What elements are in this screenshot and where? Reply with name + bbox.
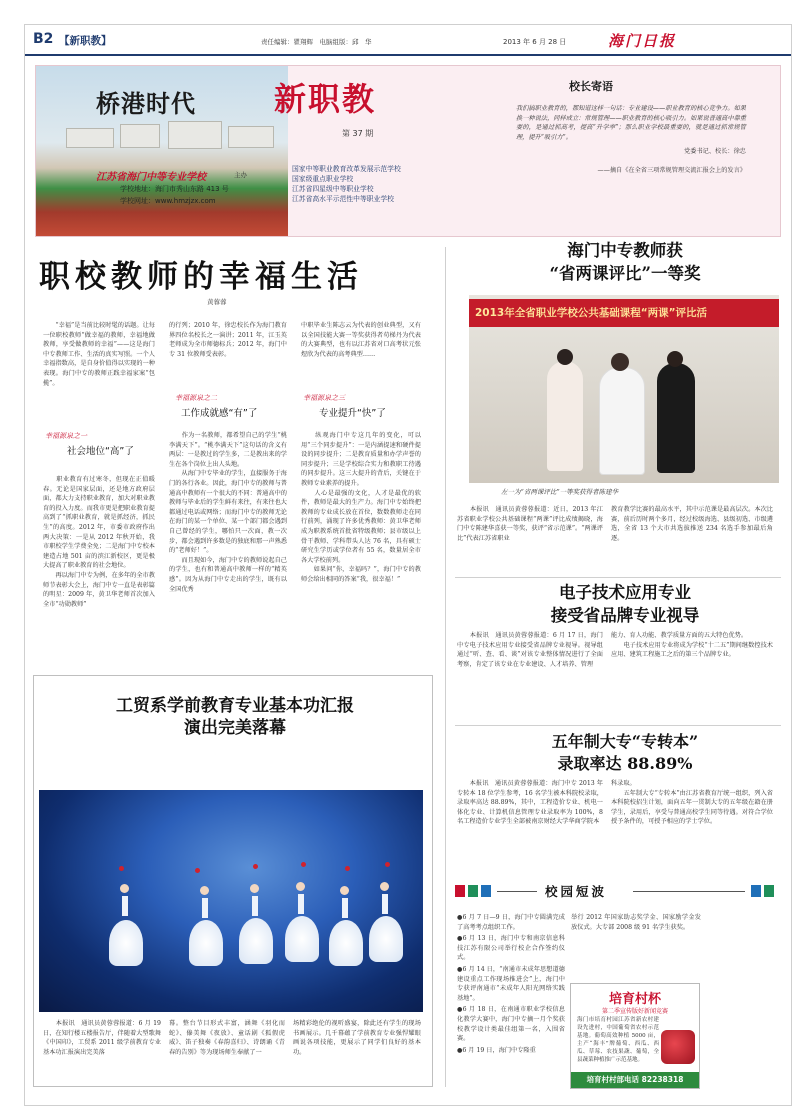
dancer-head bbox=[380, 882, 389, 891]
ad-brand: 培育村杯 bbox=[608, 992, 661, 1007]
rose-prop bbox=[195, 868, 200, 873]
dancer-head bbox=[120, 884, 129, 893]
article1-intro: “幸福”是当前比较时髦的话题。让每一位职校教师“做幸福的教师，幸福地做教师，享受做教师的幸福”——这是海门中专教师工作、生活的真实写照。一个人幸福指数高，是自身价值得以实现的一种表现。海门中专的教师正践幸福家案“包揽”。 bbox=[43, 322, 155, 387]
dancer-figure bbox=[369, 916, 403, 962]
article2-body: 本报讯 通讯员黄蓉蓉报道：近日，2013 年江苏省职业学校公共基础课程“两课”评比成绩揭晓，海门中专陈建华喜获一等奖，获评“省示范课”。“两课评比”代表江苏省职业 bbox=[457, 506, 603, 542]
article2-headline bbox=[465, 239, 785, 285]
shorts-item: ●6 月 13 日，海门中专和南京信息科技江苏有限公司举行校企合作签约仪式。 bbox=[457, 935, 565, 962]
award-person-head bbox=[557, 349, 573, 365]
shorts-item: ●6 月 18 日，在南通市职业学校信息化教学大赛中，海门中专摘一月个奖获校教学设计类最佳组第一名，入围省赛。 bbox=[457, 1006, 565, 1043]
award-photo bbox=[469, 295, 779, 483]
article5-body: 本报讯 通讯员黄蓉蓉报道：6 月 19 日，在知行楼五楼报告厅，伴随着大型歌舞《中国印》，工贸系 2011 级学前教育专业基本功汇报演出完美落 bbox=[43, 1020, 161, 1056]
article1-subhead: 工作成就感“有”了 bbox=[181, 408, 258, 419]
article1-body: 的行列；2010 年，徐忠校长作为海门教育界四位名校长之一演讲；2011 年，江玉英老师成为全市师德标兵；2012 年，海门中专 31 位教师受表彰。 bbox=[169, 322, 287, 358]
dancer-body bbox=[298, 894, 304, 914]
ad-phone: 培育村村部电话 82238318 bbox=[571, 1072, 699, 1088]
dancer-figure bbox=[239, 918, 273, 964]
article5-headline bbox=[55, 695, 415, 739]
dancer-figure bbox=[109, 920, 143, 966]
header-line bbox=[633, 891, 745, 892]
rose-prop bbox=[253, 864, 258, 869]
article1-subhead: 专业提升“快”了 bbox=[319, 408, 386, 419]
shorts-item: ●6 月 14 日，“南通市未成年思想道德建设重点工作现场推进会”上，海门中专获评南通市“未成年人阳光网络实践基地”。 bbox=[457, 965, 565, 1002]
article3-headline-line2: 接受省品牌专业视导 bbox=[550, 606, 700, 625]
header-rule bbox=[25, 54, 791, 56]
school-address: 学校地址：海门市秀山东路 413 号 bbox=[120, 185, 229, 193]
award-caption: 左一为“省两课评比”一等奖获得者陈建华 bbox=[501, 488, 619, 496]
honor-item: 江苏省高水平示范性中等职业学校 bbox=[292, 195, 394, 203]
strawberry-icon bbox=[661, 1030, 695, 1064]
article1-body: 纵观海门中专这几年的变化，可以用“三个同步提升”：一是内涵提速和硬件提设的同步提升；二是教育质量和办学声誉的同步提升；三是学校综合实力和教职工待遇的同步提升。这三大提升的背后，关键在于教师专业素养的提升。 人心是最强的文化，人才是最优的软件，教师是最大的生产力。海门中专始终把教师的专业成长放在首位，数数教师走在同行前列，涌现了许多优秀教师：黄卫华老师成为职教系统首批省特级教师；县市级以上骨干教师、学科带头人达 76 名，具有硕士研究生学历或学位者有 55 名，数量居全市各大学校前列。 如果问“你，幸福吗？”，海门中专的教师会给出相同的答案“我，很幸福！” bbox=[301, 432, 421, 583]
article3-headline-line1: 电子技术应用专业 bbox=[559, 583, 691, 602]
column-title-left: 桥港时代 bbox=[96, 89, 196, 118]
honor-item: 国家中等职业教育改革发展示范学校 bbox=[292, 165, 401, 173]
article1-body: 中职毕业生陈志云为代表的创业典型，又有以全国技能大赛一等奖获得者苟梯丹为代表的大赛典型，也有以江苏省对口高考状元张煜欣为代表的高考典型…… bbox=[301, 322, 421, 358]
principal-source: ——摘自《在全省三项常规管理交流汇报会上的发言》 bbox=[597, 167, 746, 174]
award-person-left bbox=[547, 361, 583, 471]
sponsor-ad bbox=[570, 983, 700, 1089]
award-person-head bbox=[667, 351, 683, 367]
article1-subhead-tag: 幸福源泉之二 bbox=[175, 394, 217, 402]
honors-list bbox=[292, 164, 502, 204]
dancer-body bbox=[202, 898, 208, 918]
article4-headline-line2: 录取率达 88.89% bbox=[557, 754, 693, 773]
article1-subhead: 社会地位“高”了 bbox=[67, 446, 134, 457]
award-person-head bbox=[611, 353, 629, 371]
dancer-head bbox=[200, 886, 209, 895]
award-person-right bbox=[657, 363, 695, 473]
article2-headline-line2: “省两课评比”一等奖 bbox=[549, 264, 701, 283]
color-block-icon bbox=[468, 885, 478, 897]
performance-photo bbox=[39, 790, 423, 1012]
award-person-center bbox=[599, 367, 645, 475]
article1-headline: 职校教师的幸福生活 bbox=[39, 259, 363, 295]
ad-body: 海门市培育村园江苏省新农村建设先进村，中国葡萄省农村示范基地。葡萄高效种植 5000 亩，主产“海丰”牌葡萄、西瓜、西瓜、草莓、农技果蔬、葡萄，全县蔬菜种植推广示范基地。 bbox=[577, 1017, 659, 1063]
article4-headline-line1: 五年制大专“专转本” bbox=[551, 732, 699, 751]
school-website: 学校网址：www.hmzjzx.com bbox=[120, 197, 216, 205]
article4-body: 科录取。 五年制大专“专转本”由江苏省教育厅统一组织，列入省本科院校招生计划，面向五年一贯制大专的五年级在籍在册学生，录用后，享受与普通高校学生同等待遇。对符合学位授予条件的，可授予相应的学士学位。 bbox=[611, 780, 773, 826]
dancer-body bbox=[122, 896, 128, 916]
article1-body: 职业教育有过寒冬，但现在正值暖春。无论是国家层面，还是地方政府层面，都大力支持职业教育，加大对职业教育的投入力度。而我市更是把职业教育提高到了“抓职业教育，就是抓经济，抓民生”的高度。2012 年，市委市政府作出两大决策：一是从 2012 年秋开始，我市职校学生学费全免；二是海门中专校本建造占地 501 亩的滨江新校区，更是极大提高了职业教育的社会地位。 再以海门中专为例，在多年的全市教师节表彰大会上，海门中专一直是表彰篇的明星：2009 年，黄卫华老师首次加入全市“功勋教师” bbox=[43, 476, 155, 608]
section-label: 【新职教】 bbox=[59, 35, 112, 47]
issue-number: 第 37 期 bbox=[342, 129, 374, 138]
article3-headline bbox=[465, 581, 785, 627]
campus-building bbox=[66, 128, 114, 148]
dancer-body bbox=[252, 896, 258, 916]
page-number: B2 bbox=[33, 31, 54, 47]
campus-building bbox=[228, 126, 274, 148]
article1-body: 作为一名教师，都希望自己的学生“桃李满天下”。“桃李满天下”这句话的含义有两层：一是教过的学生多，二是教出来的学生在各个岗位上出人头地。 从海门中专毕业的学生，直接服务于海门的各行各业。因此，海门中专的教师与普通高中教师有一个很大的不同：普通高中的教师与毕业后的学生鲜有来往，有来往也大都通过电话或网络；而海门中专的教师无论在海门的某一个单位、某一个部门都会遇到自己曾经的学生，哪怕只一次面，教一次步，都会遇到许多数是的独底和那一声熟悉的“老师好！”。 而且现如今，海门中专的教师说起自己的学生，也有和普通高中教师一样的“精英感”。因为从海门中专走出的学生，既有以全国优秀 bbox=[169, 432, 287, 593]
principal-message bbox=[516, 78, 746, 174]
shorts-item: 举行 2012 年国家助志奖学金、国家励学金发放仪式。大专部 2008 级 91 名学生获奖。 bbox=[571, 914, 701, 931]
honor-item: 江苏省四星级中等职业学校 bbox=[292, 185, 374, 193]
article3-body: 能力、育人功能、教学质量方面的五大特色优势。 电子技术应用专业将成为学校“十二五”期间继数控技术应用、建筑工程施工之后的第三个品牌专业。 bbox=[611, 632, 773, 659]
ad-subtitle: 第二季宣传版好新闻竞赛 bbox=[601, 1008, 668, 1015]
dancer-figure bbox=[189, 920, 223, 966]
dancer-head bbox=[340, 886, 349, 895]
article3-body: 本报讯 通讯员黄蓉蓉报道：6 月 17 日，海门中专电子技术应用专业接受省品牌专业视导。视导组通过“听、查、看、谈”对该专业整体情况进行了全面考察，肯定了该专业在专业建设、人才培养、管理 bbox=[457, 632, 603, 668]
color-block-icon bbox=[764, 885, 774, 897]
article2-body: 教育教学比赛的最高水平，其中示范课是最高层次。本次比赛，前后历时两个多月，经过校级海选、县级初选、市级遴选，全省 13 个大市共选拔推送 234 名选手参加最后角逐。 bbox=[611, 506, 773, 542]
host-label: 主办 bbox=[234, 171, 247, 179]
shorts-title: 校园短波 bbox=[545, 884, 608, 899]
article5-body: 幕。整台节目形式丰富，涵舞《羽化而蛇》、傣美舞《夜放》、童话剧《狐假虎威》、笛子独奏《春韵喜归》、诗朗诵《青春的告别》等为现场师生奉献了一 bbox=[169, 1020, 285, 1056]
article5-body: 场精彩绝伦的视听盛宴，除此还有学生的现场书画展示。几千幕蕴了学前教育专业强悍耀眼画说各项技能，更展示了同学们良好的基本功。 bbox=[293, 1020, 421, 1056]
principal-text: 我们搞职业教育的，都知道这样一句话：专业建设——职业教育的核心竞争力。如果换一种说法，同样成立：常规管理——职业教育的核心吸引力。如果说普通高中靠重要的，是通过抓高考，提高“升学率”；那么职业学校最重要的，就是通过抓常规管理，提升“吸引力”。 bbox=[516, 105, 746, 141]
campus-building bbox=[120, 124, 160, 148]
shorts-item: ●6 月 7 日—9 日，海门中专圆满完成了高考考点组织工作。 bbox=[457, 914, 565, 931]
dancer-figure bbox=[285, 916, 319, 962]
column-divider bbox=[445, 247, 446, 1087]
honor-item: 国家级重点职业学校 bbox=[292, 175, 354, 183]
dancer-figure bbox=[329, 920, 363, 966]
principal-signature: 党委书记、校长：徐忠 bbox=[684, 148, 746, 155]
editor-credit: 责任编辑：瞿翔辉 电脑组版：邱 华 bbox=[261, 38, 372, 46]
dancer-body bbox=[342, 898, 348, 918]
article4-headline bbox=[465, 731, 785, 775]
column-banner bbox=[35, 65, 781, 237]
principal-title: 校长寄语 bbox=[569, 80, 613, 93]
color-block-icon bbox=[481, 885, 491, 897]
newspaper-page bbox=[24, 24, 792, 1106]
article1-subhead-tag: 幸福源泉之一 bbox=[45, 432, 87, 440]
column-title-right: 新职教 bbox=[274, 80, 377, 118]
dancer-head bbox=[250, 884, 259, 893]
rose-prop bbox=[385, 862, 390, 867]
campus-building bbox=[168, 121, 222, 149]
rose-prop bbox=[301, 862, 306, 867]
color-block-icon bbox=[751, 885, 761, 897]
color-block-icon bbox=[455, 885, 465, 897]
rose-prop bbox=[345, 866, 350, 871]
shorts-header bbox=[455, 877, 781, 905]
section-rule bbox=[455, 725, 781, 726]
article5-headline-line1: 工贸系学前教育专业基本功汇报 bbox=[116, 696, 354, 716]
section-rule bbox=[455, 577, 781, 578]
issue-date: 2013 年 6 月 28 日 bbox=[503, 38, 567, 46]
shorts-list bbox=[457, 913, 565, 1083]
shorts-item: ●6 月 19 日，海门中专隆重 bbox=[457, 1046, 536, 1054]
dancer-head bbox=[296, 882, 305, 891]
article2-headline-line1: 海门中专教师获 bbox=[567, 241, 683, 260]
article4-body: 本报讯 通讯员黄蓉蓉报道：海门中专 2013 年专转本 18 位学生参考，16 名学生被本科院校录取，录取率高达 88.89%，其中，工程造价专业、机电一体化专业、计算机信息管理专业录取率为 100%，8 名工程造价专业学生全部被南京财经大学华商学院本 bbox=[457, 780, 603, 826]
article1-author: 黄蓉蓉 bbox=[207, 298, 227, 306]
article1-subhead-tag: 幸福源泉之三 bbox=[303, 394, 345, 402]
masthead-logo: 海门日报 bbox=[608, 32, 677, 50]
rose-prop bbox=[119, 866, 124, 871]
header-line bbox=[497, 891, 537, 892]
article5-headline-line2: 演出完美落幕 bbox=[184, 718, 286, 738]
award-banner: 2013年全省职业学校公共基础课程“两课”评比活 bbox=[469, 299, 779, 327]
dancer-body bbox=[382, 894, 388, 914]
school-name: 江苏省海门中等专业学校 bbox=[96, 172, 206, 183]
page-header bbox=[25, 25, 791, 57]
